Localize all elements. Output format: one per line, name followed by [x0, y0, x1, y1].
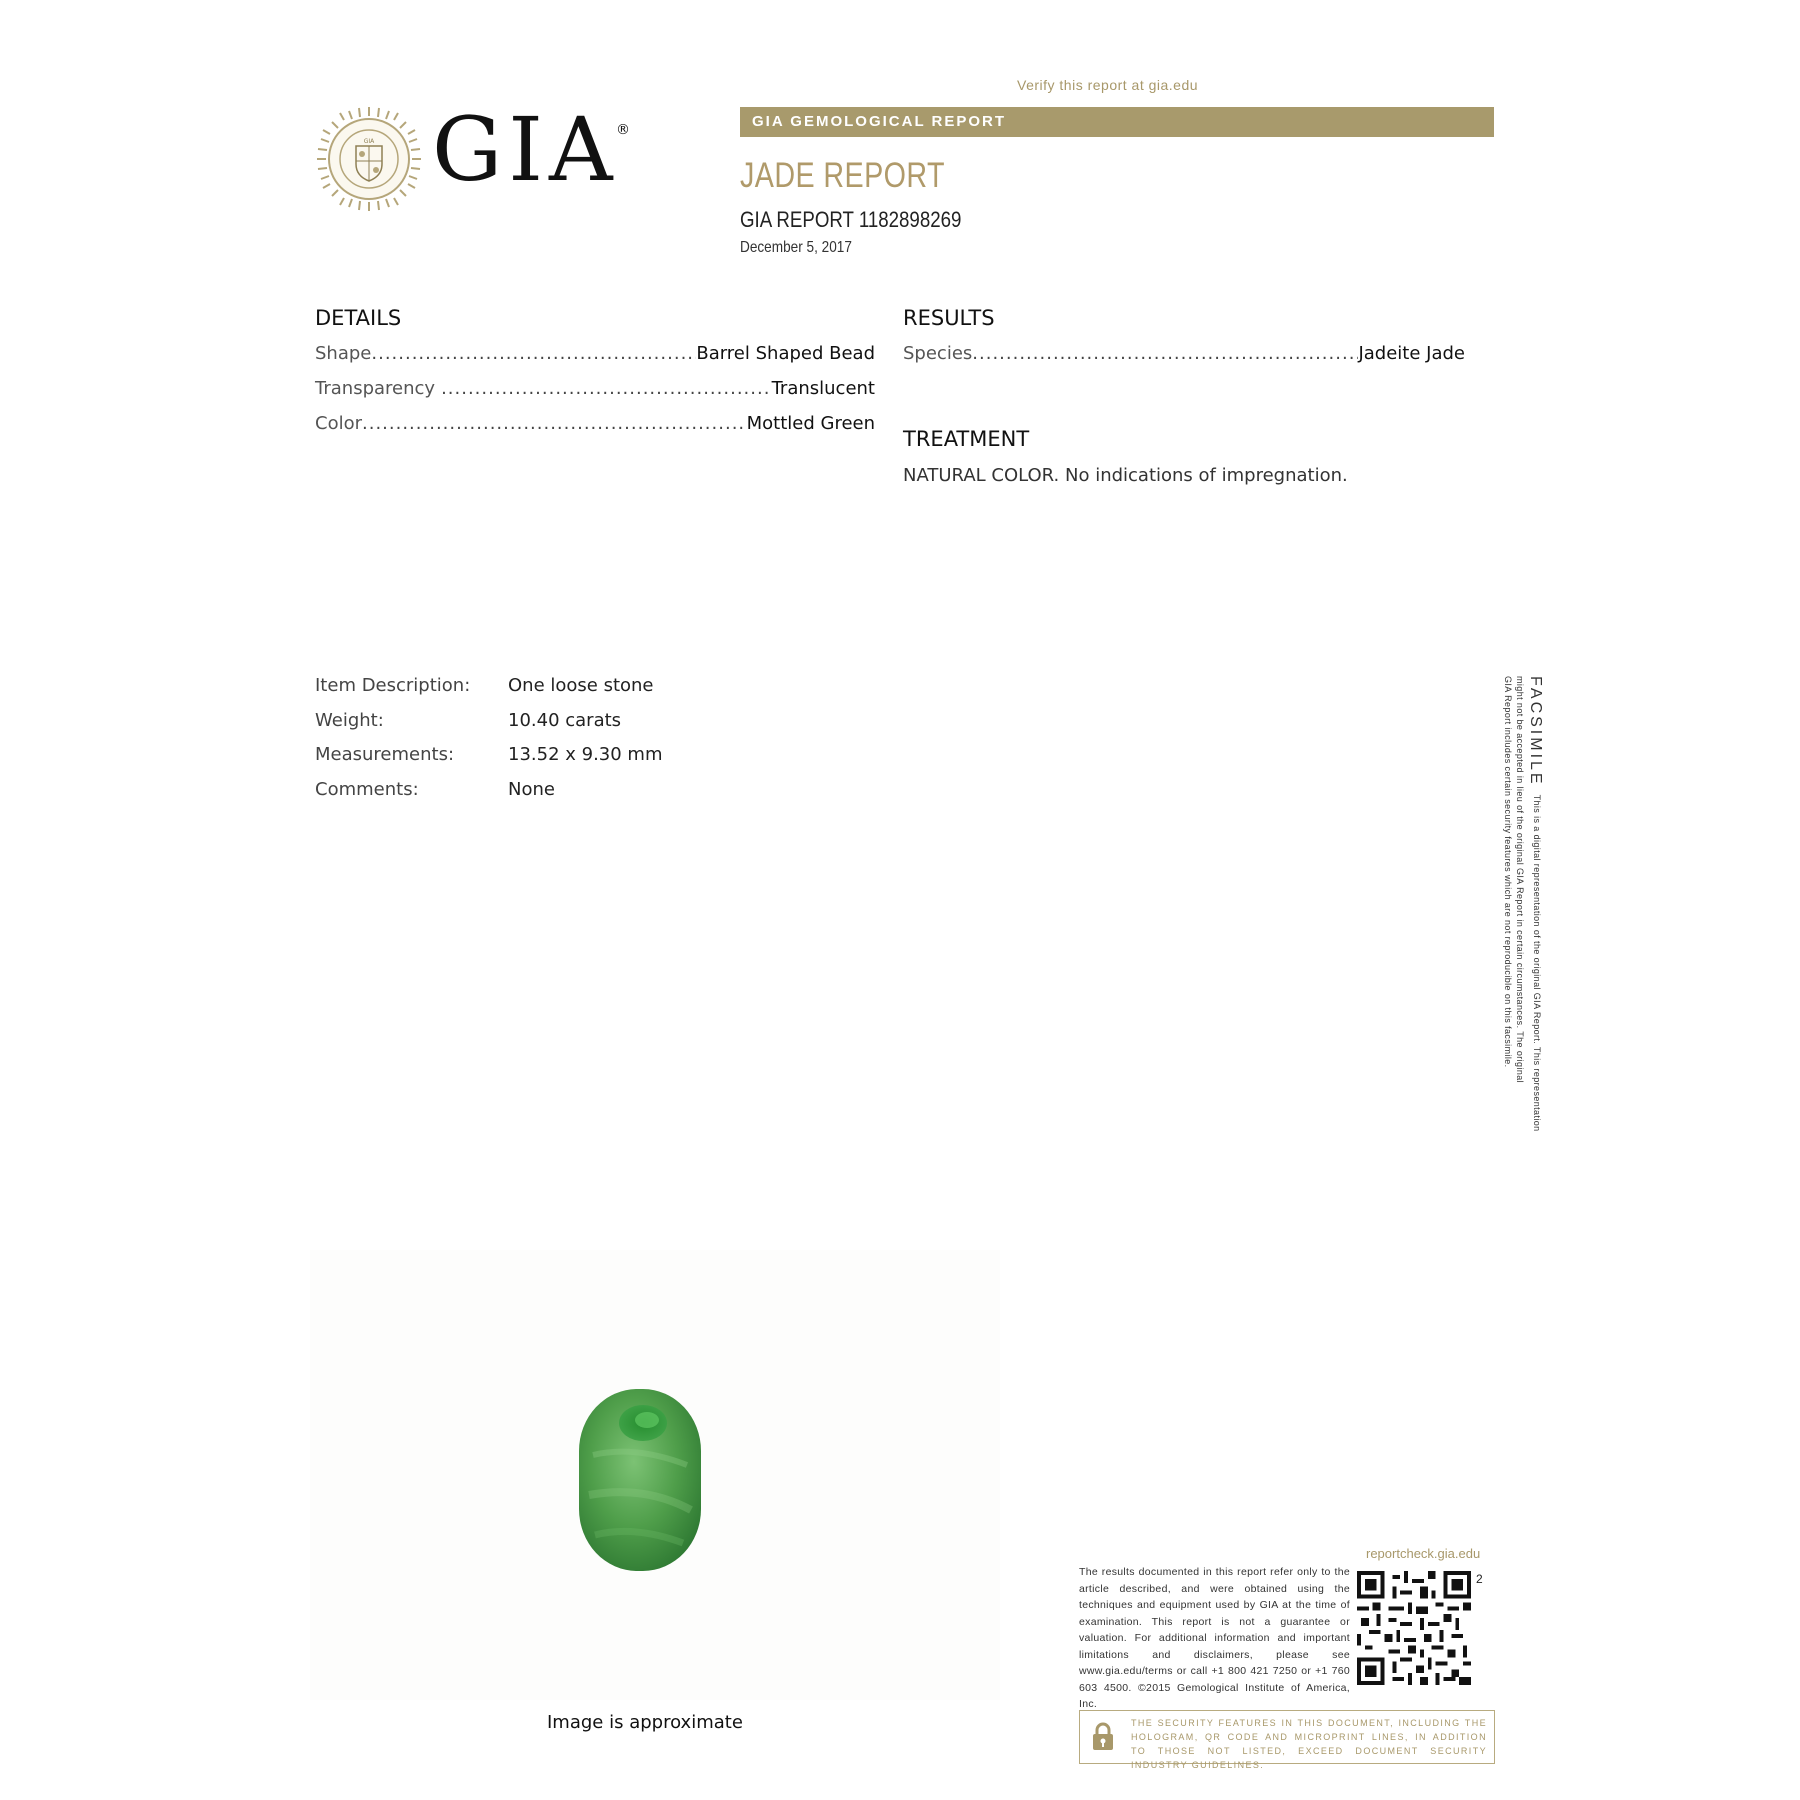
disclaimer-text: The results documented in this report refer only to the article described, and were obtained using the techniques and equipment used by GIA at the time of examination. This report is not a guarantee or valuation. For additional information and important limitations and disclaimers, please see www.gia.edu/terms or call +1 800 421 7250 or +1 760 603 4500. ©2015 Gemological Institute of America, Inc. — [1079, 1566, 1350, 1710]
details-list — [315, 343, 875, 448]
item-row — [315, 675, 663, 710]
item-label: Measurements: — [315, 744, 455, 765]
facsimile-title: FACSIMILE — [1527, 676, 1544, 787]
detail-label: Transparency — [315, 378, 436, 399]
report-header-label: GIA GEMOLOGICAL REPORT — [752, 113, 1007, 130]
reportcheck-link[interactable]: reportcheck.gia.edu — [1366, 1546, 1481, 1561]
item-row — [315, 779, 663, 814]
item-description-table — [315, 675, 663, 813]
results-list — [903, 343, 1465, 378]
detail-value: Mottled Green — [746, 413, 875, 434]
details-heading: DETAILS — [315, 306, 402, 330]
treatment-heading: TREATMENT — [903, 427, 1030, 451]
facsimile-line-3: GIA Report includes certain security features which are not reproducible on this facsimile. — [1503, 676, 1513, 1068]
report-header-bar — [740, 107, 1494, 137]
treatment-text: NATURAL COLOR. No indications of impregnation. — [903, 465, 1348, 486]
details-row-shape — [315, 343, 875, 378]
item-label: Comments: — [315, 778, 419, 800]
item-value: 10.40 carats — [508, 709, 622, 731]
details-row-transparency — [315, 378, 875, 413]
security-notice-text: THE SECURITY FEATURES IN THIS DOCUMENT, INCLUDING THE HOLOGRAM, QR CODE AND MICROPRINT LINES, IN ADDITION TO THOSE NOT LISTED, EXCEED DOCUMENT SECURITY INDUSTRY GUIDELINES. — [1131, 1718, 1487, 1770]
item-label: Weight: — [315, 709, 384, 731]
leader-dots — [371, 343, 696, 364]
item-label: Item Description: — [315, 675, 471, 696]
gia-wordmark: GIA — [432, 98, 619, 201]
details-row-color — [315, 413, 875, 448]
results-row-species — [903, 343, 1465, 378]
item-value: One loose stone — [508, 675, 654, 696]
report-date: December 5, 2017 — [740, 239, 852, 256]
item-value: 13.52 x 9.30 mm — [508, 744, 663, 765]
verify-link[interactable]: Verify this report at gia.edu — [1017, 77, 1199, 93]
lock-icon — [1091, 1721, 1115, 1751]
facsimile-line-2: might not be accepted in lieu of the original GIA Report in certain circumstances. The original — [1515, 676, 1525, 1084]
report-number: GIA REPORT 1182898269 — [740, 207, 962, 232]
qr-code[interactable] — [1357, 1571, 1471, 1685]
facsimile-line-1: This is a digital representation of the original GIA Report. This representation — [1532, 794, 1542, 1132]
detail-value: Translucent — [771, 378, 875, 399]
detail-value: Barrel Shaped Bead — [696, 343, 875, 364]
item-value: None — [508, 778, 555, 800]
report-type-title: JADE REPORT — [740, 156, 945, 195]
gia-seal-logo — [316, 106, 422, 212]
jade-bead-image — [575, 1385, 705, 1575]
leader-dots — [362, 413, 747, 434]
qr-number: 2 — [1476, 1572, 1483, 1586]
registered-mark: ® — [616, 122, 630, 138]
photo-caption: Image is approximate — [547, 1712, 743, 1733]
leader-dots — [972, 343, 1358, 364]
detail-label: Color — [315, 413, 362, 434]
item-row — [315, 744, 663, 779]
item-row — [315, 710, 663, 745]
leader-dots — [441, 378, 772, 399]
result-value: Jadeite Jade — [1358, 343, 1465, 364]
detail-label: Shape — [315, 343, 372, 364]
result-label: Species — [903, 343, 973, 364]
results-heading: RESULTS — [903, 306, 995, 330]
facsimile-notice — [1504, 676, 1544, 1160]
svg-text:GIA: GIA — [363, 138, 375, 145]
